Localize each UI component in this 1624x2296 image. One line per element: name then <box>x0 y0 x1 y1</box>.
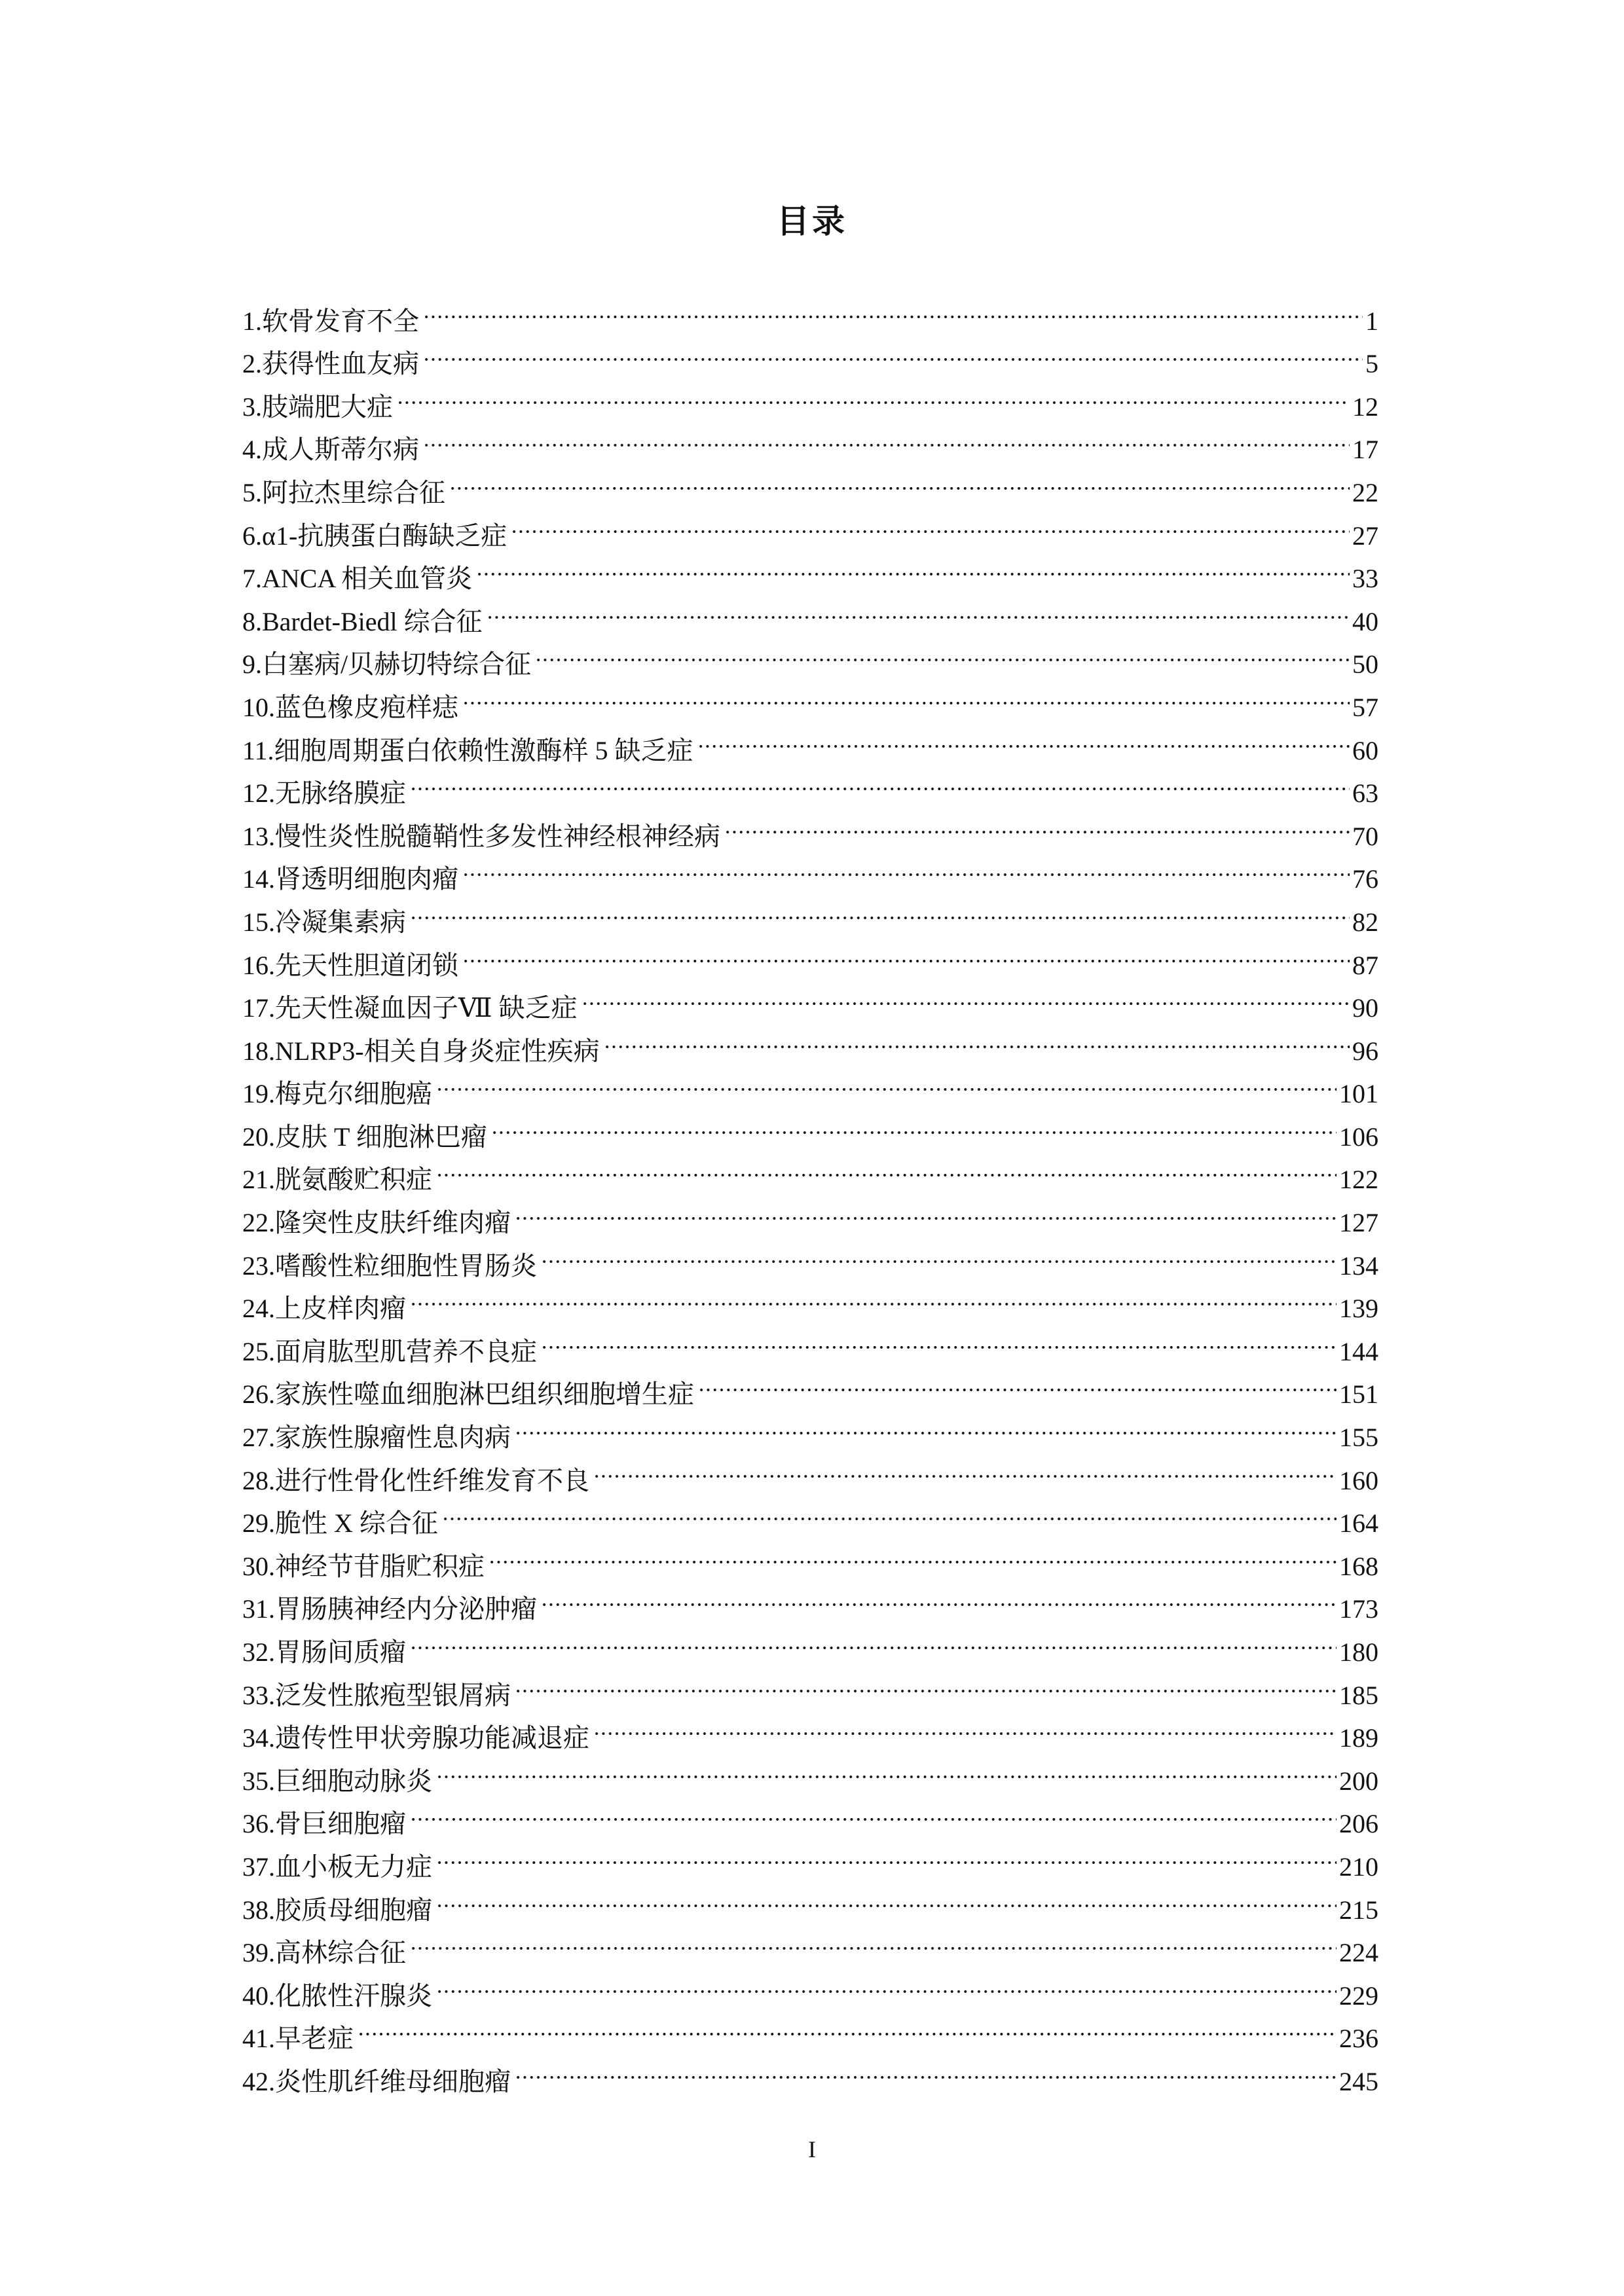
dot-leader <box>604 1017 1350 1060</box>
dot-leader <box>515 1661 1337 1704</box>
toc-entry-page: 189 <box>1339 1723 1378 1753</box>
toc-entry-title: 11.细胞周期蛋白依赖性激酶样 5 缺乏症 <box>242 735 693 765</box>
page-number: I <box>808 2136 816 2162</box>
toc-entry-title: 23.嗜酸性粒细胞性胃肠炎 <box>242 1250 537 1281</box>
toc-entry-page: 82 <box>1352 907 1378 937</box>
toc-entry-page: 33 <box>1352 564 1378 594</box>
toc-entry-title: 27.家族性腺瘤性息肉病 <box>242 1423 511 1453</box>
toc-entry-page: 96 <box>1352 1036 1378 1066</box>
toc-entry-title: 5.阿拉杰里综合征 <box>242 477 445 507</box>
dot-leader <box>581 974 1350 1017</box>
toc-entry[interactable] <box>242 1919 1378 1968</box>
dot-leader <box>423 287 1363 330</box>
toc-entry-page: 206 <box>1339 1809 1378 1839</box>
toc-entry-title: 31.胃肠胰神经内分泌肿瘤 <box>242 1594 537 1624</box>
toc-entry-title: 25.面肩肱型肌营养不良症 <box>242 1336 537 1366</box>
toc-entry-title: 35.巨细胞动脉炎 <box>242 1766 432 1796</box>
dot-leader <box>423 416 1350 459</box>
toc-entry-title: 26.家族性噬血细胞淋巴组织细胞增生症 <box>242 1379 694 1410</box>
dot-leader <box>410 1790 1337 1833</box>
toc-entry-title: 18.NLRP3-相关自身炎症性疾病 <box>242 1036 600 1066</box>
dot-leader <box>515 1403 1337 1446</box>
toc-entry-page: 27 <box>1352 520 1378 551</box>
toc-entry-page: 17 <box>1352 435 1378 465</box>
dot-leader <box>698 1360 1337 1404</box>
toc-entry-page: 200 <box>1339 1766 1378 1796</box>
toc-entry-title: 1.软骨发育不全 <box>242 306 419 336</box>
dot-leader <box>436 1747 1337 1790</box>
dot-leader <box>358 2005 1337 2048</box>
toc-entry[interactable] <box>242 1790 1378 1839</box>
dot-leader <box>462 673 1350 716</box>
toc-entry-page: 151 <box>1339 1379 1378 1410</box>
dot-leader <box>436 1876 1337 1919</box>
toc-entry-title: 8.Bardet-Biedl 综合征 <box>242 606 483 636</box>
toc-entry-page: 160 <box>1339 1465 1378 1495</box>
toc-entry-page: 22 <box>1352 477 1378 507</box>
page-title: 目录 <box>777 203 847 240</box>
toc-entry-page: 12 <box>1352 392 1378 422</box>
toc-entry-title: 16.先天性胆道闭锁 <box>242 950 458 980</box>
dot-leader <box>491 1102 1337 1146</box>
toc-entry-title: 24.上皮样肉瘤 <box>242 1294 406 1324</box>
toc-entry-page: 155 <box>1339 1423 1378 1453</box>
toc-entry-title: 2.获得性血友病 <box>242 349 419 379</box>
toc-entry-title: 39.高林综合征 <box>242 1938 406 1968</box>
toc-entry-page: 87 <box>1352 950 1378 980</box>
toc-entry-page: 90 <box>1352 993 1378 1023</box>
toc-entry-page: 106 <box>1339 1121 1378 1152</box>
toc-entry-page: 224 <box>1339 1938 1378 1968</box>
toc-entry[interactable] <box>242 931 1378 980</box>
toc-entry-page: 168 <box>1339 1551 1378 1581</box>
toc-entry[interactable] <box>242 1832 1378 1882</box>
toc-entry-title: 41.早老症 <box>242 2024 354 2054</box>
dot-leader <box>423 330 1363 373</box>
toc-entry-page: 127 <box>1339 1208 1378 1238</box>
toc-entry-page: 76 <box>1352 864 1378 894</box>
toc-entry[interactable] <box>242 759 1378 809</box>
dot-leader <box>410 1919 1337 1962</box>
dot-leader <box>515 1188 1337 1231</box>
toc-entry-title: 9.白塞病/贝赫切特综合征 <box>242 649 532 680</box>
dot-leader <box>397 373 1350 416</box>
dot-leader <box>476 545 1350 588</box>
toc-entry-title: 37.血小板无力症 <box>242 1851 432 1882</box>
toc-entry-title: 14.肾透明细胞肉瘤 <box>242 864 458 894</box>
toc-entry-title: 34.遗传性甲状旁腺功能减退症 <box>242 1723 589 1753</box>
toc-entry-page: 50 <box>1352 649 1378 680</box>
toc-entry[interactable] <box>242 2047 1378 2096</box>
toc-entry-page: 57 <box>1352 692 1378 722</box>
toc-entry[interactable] <box>242 2005 1378 2054</box>
toc-entry-page: 5 <box>1365 349 1378 379</box>
dot-leader <box>442 1489 1337 1533</box>
dot-leader <box>436 1146 1337 1189</box>
toc-entry[interactable] <box>242 888 1378 937</box>
toc-entry[interactable] <box>242 416 1378 465</box>
toc-entry-title: 29.脆性 X 综合征 <box>242 1508 438 1539</box>
dot-leader <box>489 1532 1337 1575</box>
toc-entry-page: 185 <box>1339 1680 1378 1710</box>
dot-leader <box>410 1618 1337 1661</box>
dot-leader <box>535 630 1350 674</box>
toc-entry-title: 15.冷凝集素病 <box>242 907 406 937</box>
toc-entry-page: 215 <box>1339 1895 1378 1925</box>
toc-entry-title: 6.α1-抗胰蛋白酶缺乏症 <box>242 520 507 551</box>
dot-leader <box>541 1317 1337 1360</box>
dot-leader <box>697 716 1350 759</box>
toc-entry-page: 180 <box>1339 1637 1378 1667</box>
dot-leader <box>515 2047 1337 2090</box>
toc-entry-page: 101 <box>1339 1079 1378 1109</box>
toc-entry-title: 3.肢端肥大症 <box>242 392 393 422</box>
toc-entry-title: 42.炎性肌纤维母细胞瘤 <box>242 2066 511 2096</box>
dot-leader <box>462 845 1350 888</box>
toc-entry-page: 210 <box>1339 1851 1378 1882</box>
toc-entry[interactable] <box>242 1961 1378 2011</box>
dot-leader <box>436 1961 1337 2005</box>
toc-entry-page: 63 <box>1352 778 1378 809</box>
toc-entry-page: 139 <box>1339 1294 1378 1324</box>
toc-entry-page: 60 <box>1352 735 1378 765</box>
toc-entry-page: 1 <box>1365 306 1378 336</box>
toc-entry-title: 12.无脉络膜症 <box>242 778 406 809</box>
toc-entry-page: 40 <box>1352 606 1378 636</box>
toc-entry[interactable] <box>242 802 1378 851</box>
toc-entry-page: 173 <box>1339 1594 1378 1624</box>
dot-leader <box>436 1060 1337 1103</box>
toc-entry-page: 134 <box>1339 1250 1378 1281</box>
dot-leader <box>462 931 1350 974</box>
toc-entry-page: 70 <box>1352 821 1378 851</box>
toc-entry[interactable] <box>242 1317 1378 1366</box>
toc-entry-title: 10.蓝色橡皮疱样痣 <box>242 692 458 722</box>
toc-entry[interactable] <box>242 287 1378 336</box>
dot-leader <box>449 458 1350 501</box>
toc-entry-title: 36.骨巨细胞瘤 <box>242 1809 406 1839</box>
dot-leader <box>410 1275 1337 1318</box>
toc-entry-title: 4.成人斯蒂尔病 <box>242 435 419 465</box>
dot-leader <box>436 1832 1337 1876</box>
toc-entry-title: 21.胱氨酸贮积症 <box>242 1165 432 1195</box>
toc-entry-title: 28.进行性骨化性纤维发育不良 <box>242 1465 589 1495</box>
table-of-contents <box>242 287 1378 2096</box>
dot-leader <box>593 1446 1337 1489</box>
dot-leader <box>541 1575 1337 1618</box>
toc-entry-title: 40.化脓性汗腺炎 <box>242 1980 432 2011</box>
toc-entry-page: 122 <box>1339 1165 1378 1195</box>
dot-leader <box>724 802 1350 845</box>
dot-leader <box>410 888 1350 931</box>
toc-entry-title: 38.胶质母细胞瘤 <box>242 1895 432 1925</box>
dot-leader <box>541 1231 1337 1275</box>
toc-entry-title: 33.泛发性脓疱型银屑病 <box>242 1680 511 1710</box>
toc-entry[interactable] <box>242 1618 1378 1667</box>
toc-entry-title: 13.慢性炎性脱髓鞘性多发性神经根神经病 <box>242 821 720 851</box>
toc-entry-title: 19.梅克尔细胞癌 <box>242 1079 432 1109</box>
toc-entry-page: 144 <box>1339 1336 1378 1366</box>
toc-entry-title: 32.胃肠间质瘤 <box>242 1637 406 1667</box>
toc-entry[interactable] <box>242 1275 1378 1324</box>
dot-leader <box>511 501 1350 545</box>
toc-entry-page: 164 <box>1339 1508 1378 1539</box>
dot-leader <box>487 587 1350 630</box>
dot-leader <box>593 1704 1337 1747</box>
toc-entry-title: 20.皮肤 T 细胞淋巴瘤 <box>242 1121 487 1152</box>
toc-entry-title: 17.先天性凝血因子Ⅶ 缺乏症 <box>242 993 578 1023</box>
dot-leader <box>410 759 1350 803</box>
toc-entry-title: 7.ANCA 相关血管炎 <box>242 564 473 594</box>
toc-entry-page: 245 <box>1339 2066 1378 2096</box>
toc-entry[interactable] <box>242 373 1378 422</box>
toc-entry-title: 30.神经节苷脂贮积症 <box>242 1551 485 1581</box>
toc-entry-page: 229 <box>1339 1980 1378 2011</box>
toc-entry-page: 236 <box>1339 2024 1378 2054</box>
toc-entry-title: 22.隆突性皮肤纤维肉瘤 <box>242 1208 511 1238</box>
toc-entry[interactable] <box>242 1661 1378 1710</box>
